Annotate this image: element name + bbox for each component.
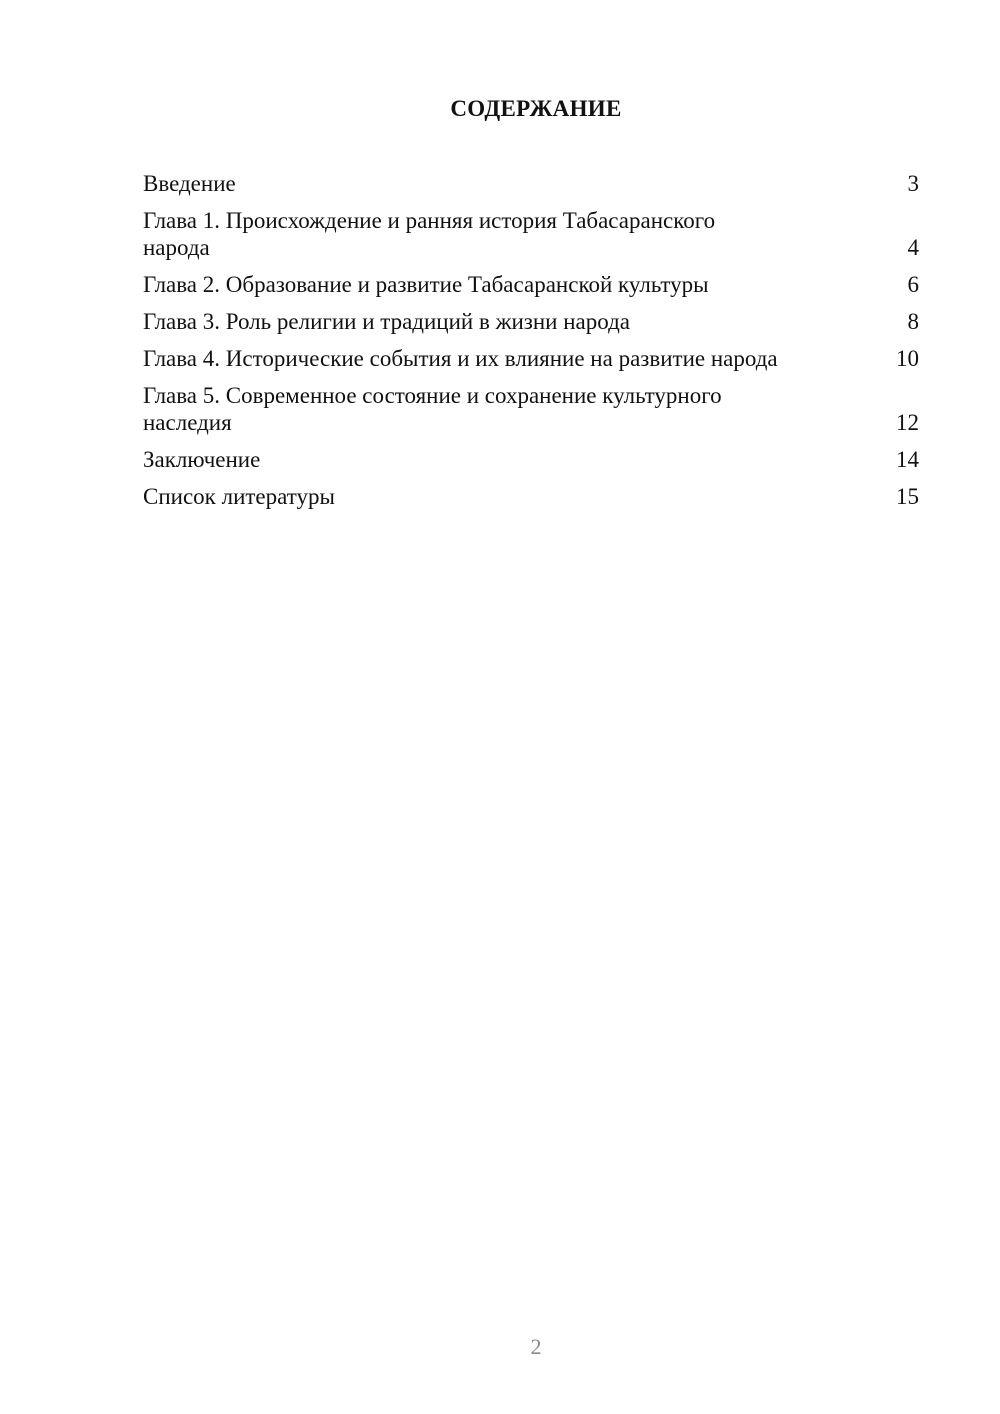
toc-entry-page-number: 10 xyxy=(896,346,919,371)
toc-entry-title: Заключение xyxy=(143,447,261,472)
page-title: СОДЕРЖАНИЕ xyxy=(450,96,622,121)
toc-entry-conclusion xyxy=(143,446,919,473)
toc-entry-bibliography xyxy=(143,483,919,510)
toc-entry-page-number: 6 xyxy=(907,272,919,297)
toc-entry-chapter-4 xyxy=(143,345,919,372)
toc-entry-chapter-3 xyxy=(143,308,919,335)
toc-entry-chapter-5 xyxy=(143,382,919,436)
toc-entry-title: Введение xyxy=(143,171,236,196)
toc-entry-title: Список литературы xyxy=(143,484,335,509)
table-of-contents xyxy=(143,170,919,520)
toc-entry-page-number: 3 xyxy=(907,171,919,196)
toc-entry-title: Глава 1. Происхождение и ранняя история Табасаранского народа xyxy=(143,208,716,260)
toc-entry-page-number: 12 xyxy=(896,410,919,435)
toc-entry-page-number: 8 xyxy=(907,309,919,334)
toc-entry-title: Глава 3. Роль религии и традиций в жизни народа xyxy=(143,309,631,334)
toc-entry-page-number: 4 xyxy=(907,235,919,260)
toc-entry-title: Глава 5. Современное состояние и сохранение культурного наследия xyxy=(143,383,722,435)
toc-entry-chapter-1 xyxy=(143,207,919,261)
toc-entry-title: Глава 4. Исторические события и их влияние на развитие народа xyxy=(143,346,778,371)
toc-entry-chapter-2 xyxy=(143,271,919,298)
toc-entry-introduction xyxy=(143,170,919,197)
toc-entry-page-number: 14 xyxy=(896,447,919,472)
page-number: 2 xyxy=(530,1334,542,1359)
toc-entry-page-number: 15 xyxy=(896,484,919,509)
toc-entry-title: Глава 2. Образование и развитие Табасаранской культуры xyxy=(143,272,709,297)
